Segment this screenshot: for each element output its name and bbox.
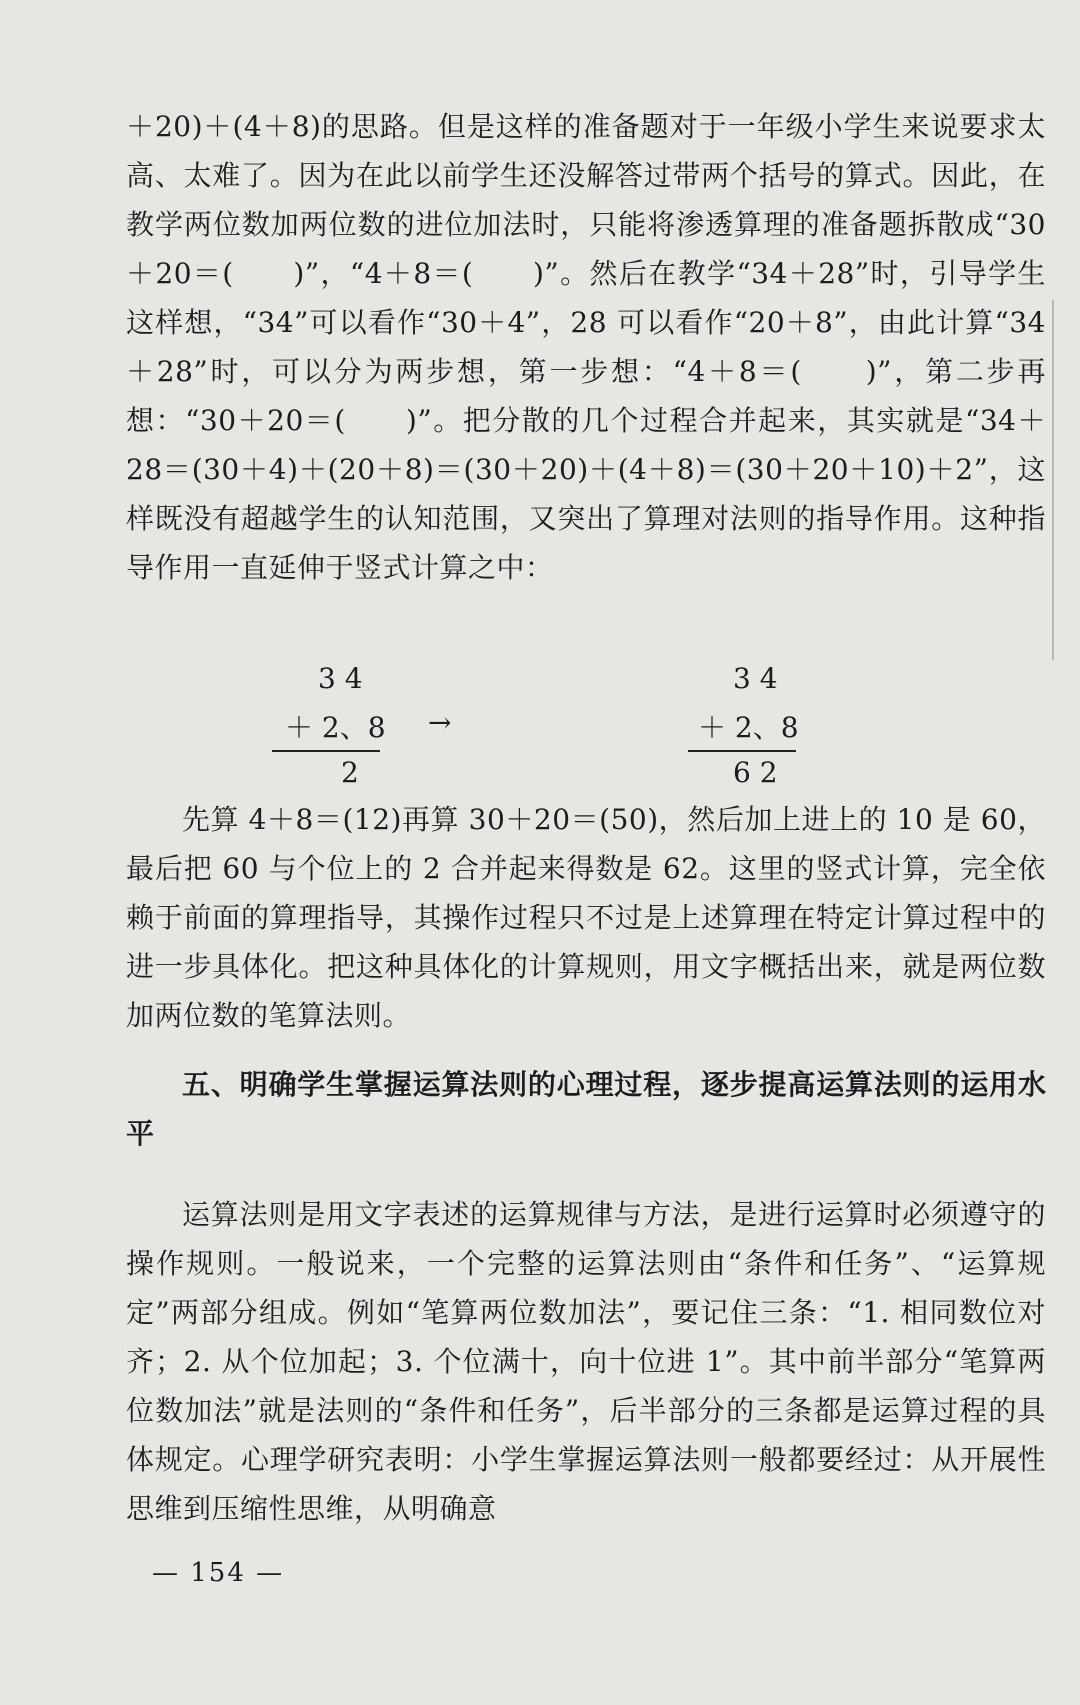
calc-left-rule xyxy=(272,750,380,752)
paragraph-3 xyxy=(126,1190,1046,1533)
calc-right-rule xyxy=(688,750,796,752)
section-heading: 五、明确学生掌握运算法则的心理过程，逐步提高运算法则的运用水平 xyxy=(126,1068,1046,1150)
calc-right-result: 6 2 xyxy=(733,756,778,789)
page-number: — 154 — xyxy=(152,1558,285,1588)
calc-right-top: 3 4 xyxy=(733,662,778,695)
paragraph-2 xyxy=(126,795,1046,1040)
paragraph-1 xyxy=(126,102,1046,592)
calc-right-addend: ＋ 2、8 xyxy=(698,711,799,744)
margin-rule xyxy=(1052,300,1054,660)
calc-left-addend: ＋ 2、8 xyxy=(285,711,386,744)
calc-left-result: 2 xyxy=(341,756,359,789)
calc-left-top: 3 4 xyxy=(318,662,363,695)
paragraph-2-text: 先算 4＋8＝(12)再算 30＋20＝(50)，然后加上进上的 10 是 60，最后把 60 与个位上的 2 合并起来得数是 62。这里的竖式计算，完全依赖于前面的算理指导，其操作过程只不过是上述算理在特定计算过程中的进一步具体化。把这种具体化的计算规则，用文字概括出来，就是两位数加两位数的笔算法则。 xyxy=(126,803,1046,1032)
paragraph-1-text: ＋20)＋(4＋8)的思路。但是这样的准备题对于一年级小学生来说要求太高、太难了。因为在此以前学生还没解答过带两个括号的算式。因此，在教学两位数加两位数的进位加法时，只能将渗透算理的准备题拆散成“30＋20＝( )”，“4＋8＝( )”。然后在教学“34＋28”时，引导学生这样想，“34”可以看作“30＋4”，28 可以看作“20＋8”，由此计算“34＋28”时，可以分为两步想，第一步想：“4＋8＝( )”，第二步再想：“30＋20＝( )”。把分散的几个过程合并起来，其实就是“34＋28＝(30＋4)＋(20＋8)＝(30＋20)＋(4＋8)＝(30＋20＋10)＋2”，这样既没有超越学生的认知范围，又突出了算理对法则的指导作用。这种指导作用一直延伸于竖式计算之中： xyxy=(126,110,1046,584)
paragraph-3-text: 运算法则是用文字表述的运算规律与方法，是进行运算时必须遵守的操作规则。一般说来，一个完整的运算法则由“条件和任务”、“运算规定”两部分组成。例如“笔算两位数加法”，要记住三条：“1. 相同数位对齐；2. 从个位加起；3. 个位满十，向十位进 1”。其中前半部分“笔算两位数加法”就是法则的“条件和任务”，后半部分的三条都是运算过程的具体规定。心理学研究表明：小学生掌握运算法则一般都要经过：从开展性思维到压缩性思维，从明确意 xyxy=(126,1198,1046,1525)
arrow-icon: → xyxy=(428,706,452,739)
